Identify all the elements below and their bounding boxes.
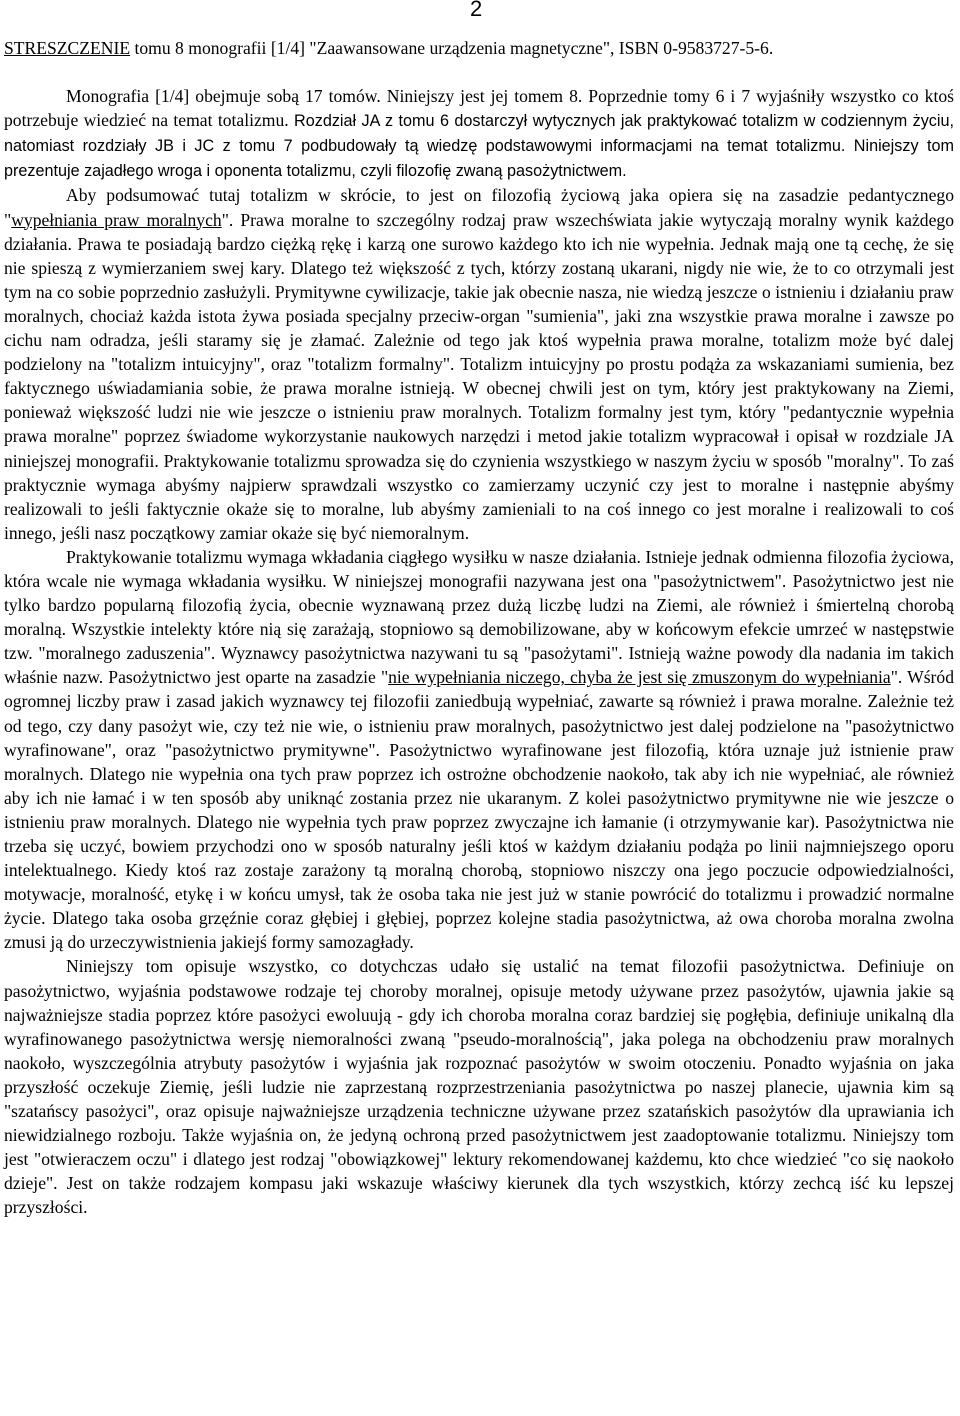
title-text: tomu 8 monografii [1/4] "Zaawansowane urządzenia magnetyczne", ISBN 0-9583727-5-6. xyxy=(130,38,774,58)
paragraph-totalizm-text: Aby podsumować tutaj totalizm w skrócie, to jest on filozofią życiową jaka opiera się na zasadzie pedantycznego " xyxy=(4,185,954,230)
parasitism-principle-link[interactable]: nie wypełniania niczego, chyba że jest się zmuszonym do wypełniania xyxy=(388,667,891,688)
paragraph-intro-text-2: Rozdział JA z tomu 6 dostarczył wytycznych jak praktykować totalizm w codziennym życiu, natomiast rozdziały JB i JC z tomu 7 podbudowały tą wiedzę podstawowymi informacjami na temat totalizmu. Niniejszy tom prezentuje zajadłego wroga i oponenta totalizmu, czyli filozofię zwaną pasożytnictwem. xyxy=(4,112,955,181)
paragraph-volume-text: Niniejszy tom opisuje wszystko, co dotychczas udało się ustalić na temat filozofii pasożytnictwa. Definiuje on pasożytnictwo, wyjaśnia podstawowe rodzaje tej choroby moralnej, opisuje metody używane przez pasożytów, ujawnia jakie są najważniejsze stadia poprzez które pasożyci ewoluują - gdy ich choroba moralna coraz bardziej się pogłębia, definiuje unikalną dla wyrafinowanego pasożytnictwa wersję niemoralności zwaną "pseudo-moralnością", jaka polega na obchodzeniu praw moralnych naokoło, wyszczególnia atrybuty pasożytów i wyjaśnia jak rozpoznać pasożytów w swoim otoczeniu. Ponadto wyjaśnia on jaka przyszłość oczekuje Ziemię, jeśli ludzie nie zaprzestaną rozprzestrzeniania pasożytnictwa po naszej planecie, ujawnia kim są "szatańscy pasożyci", oraz opisuje najważniejsze urządzenia techniczne używane przez szatańskich pasożytów dla uprawiania ich niewidzialnego rozboju. Także wyjaśnia on, że jedyną ochroną przed pasożytnictwem jest zaadoptowanie totalizmu. Niniejszy tom jest "otwieraczem oczu" i dlatego jest rodzaj "obowiązkowej" lektury rekomendowanej każdemu, kto chce wiedzieć "co się naokoło dzieje". Jest on także rodzajem kompasu jaki wskazuje właściwy kierunek dla tych wszystkich, którzy zechcą iść ku lepszej przyszłości. xyxy=(4,956,954,1218)
title-line xyxy=(4,36,954,60)
paragraph-parasitism-text: Praktykowanie totalizmu wymaga wkładania ciągłego wysiłku w nasze działania. Istnieje jednak odmienna filozofia życiowa, która wcale nie wymaga wkładania wysiłku. W niniejszej monografii nazywana jest ona "pasożytnictwem". Pasożytnictwo jest nie tylko bardzo popularną filozofią życia, obecnie wyznawaną przez dużą liczbę ludzi na Ziemi, ale również i śmiertelną chorobą moralną. Wszystkie intelekty które nią się zarażają, stopniowo są demobilizowane, aby w końcowym efekcie umrzeć w następstwie tzw. "moralnego zaduszenia". Wyznawcy pasożytnictwa nazywani tu są "pasożytami". Istnieją ważne powody dla nadania im takich właśnie nazw. Pasożytnictwo jest oparte na zasadzie " xyxy=(4,546,954,688)
paragraph-intro-text: Monografia [1/4] obejmuje sobą 17 tomów. Niniejszy jest jej tomem 8. Poprzednie tomy 6 i 7 wyjaśniły wszystko co ktoś potrzebuje wiedzieć na temat totalizmu. xyxy=(4,86,954,131)
paragraph-parasitism xyxy=(4,545,954,955)
page-number: 2 xyxy=(470,0,483,21)
paragraph-volume xyxy=(4,954,954,1219)
title-link[interactable]: STRESZCZENIE xyxy=(4,38,131,58)
paragraph-parasitism-text-2: ". Wśród ogromnej liczby praw i zasad jakich wyznawcy tej filozofii zaniedbują wypełniać, zawarte są również i prawa moralne. Zależnie też od tego, czy dany pasożyt wie, czy też nie wie, o istnieniu praw moralnych, pasożytnictwo jest dalej podzielone na "pasożytnictwo wyrafinowane", oraz "pasożytnictwo prymitywne". Pasożytnictwo wyrafinowane jest filozofią, która uznaje już istnienie praw moralnych. Dlatego nie wypełnia ona tych praw poprzez ich ostrożne obchodzenie naokoło, tak aby ich nie wypełniać, ale również aby ich nie łamać i w ten sposób aby uniknąć zostania przez nie ukaranym. Z kolei pasożytnictwo prymitywne nie wie jeszcze o istnieniu praw moralnych. Dlatego nie wypełnia tych praw poprzez zwyczajne ich łamanie (i otrzymywanie kar). Pasożytnictwa nie trzeba się uczyć, bowiem przychodzi ono w sposób naturalny jeśli ktoś w każdym działaniu podąża po linii najmniejszego oporu intelektualnego. Kiedy ktoś raz zostaje zarażony tą moralną chorobą, stopniowo niszczy ona jego poczucie odpowiedzialności, motywacje, moralność, etykę i w końcu umysł, tak że osoba taka nie jest już w stanie powrócić do totalizmu i prowadzić normalne życie. Dlatego taka osoba grzęźnie coraz głębiej i głębiej, poprzez kolejne stadia pasożytnictwa, aż owa choroba moralna zwolna zmusi ją do urzeczywistnienia jakiejś formy samozagłady. xyxy=(4,667,954,953)
paragraph-totalizm-text-2: ". Prawa moralne to szczególny rodzaj praw wszechświata jakie wytyczają moralny wynik każdego działania. Prawa te posiadają bardzo ciężką rękę i karzą one surowo każdego kto ich nie wypełnia. Jednak mają one tą cechę, że się nie spieszą z wymierzaniem swej kary. Dlatego też większość z tych, którzy zostaną ukarani, nigdy nie wie, że to co otrzymali jest tym na co sobie poprzednio zasłużyli. Prymitywne cywilizacje, takie jak obecnie nasza, nie wiedzą jeszcze o istnieniu i działaniu praw moralnych, chociaż każda istota żywa posiada specjalny przeciw-organ "sumienia", jaki zna wszystkie prawa moralne i zawsze po cichu nam odradza, jeśli staramy się je złamać. Zależnie od tego jak ktoś wypełnia prawa moralne, totalizm może być dalej podzielony na "totalizm intuicyjny", oraz "totalizm formalny". Totalizm intuicyjny po prostu podąża za wskazaniami sumienia, bez faktycznego uświadamiania sobie, że prawa moralne istnieją. W obecnej chwili jest on tym, który jest praktykowany na Ziemi, ponieważ większość ludzi nie wie jeszcze o istnieniu praw moralnych. Totalizm formalny jest tym, który "pedantycznie wypełnia prawa moralne" poprzez świadome wykorzystanie naukowych narzędzi i metod jakie totalizm wypracował i opisał w rozdziale JA niniejszej monografii. Praktykowanie totalizmu sprowadza się do czynienia wszystkiego w naszym życiu w sposób "moralny". To zaś praktycznie wymaga abyśmy najpierw sprawdzali wszystko co zamierzamy uczynić czy jest to moralne i następnie abyśmy realizowali to jeśli faktycznie okaże się to moralne, lub abyśmy zamieniali to na coś innego co jest moralne i realizowali to coś innego, jeśli nasz początkowy zamiar okaże się być niemoralnym. xyxy=(4,209,954,543)
paragraph-intro xyxy=(4,84,954,183)
moral-laws-link[interactable]: wypełniania praw moralnych xyxy=(11,209,222,230)
paragraph-totalizm xyxy=(4,183,954,544)
document-body xyxy=(4,36,954,1220)
